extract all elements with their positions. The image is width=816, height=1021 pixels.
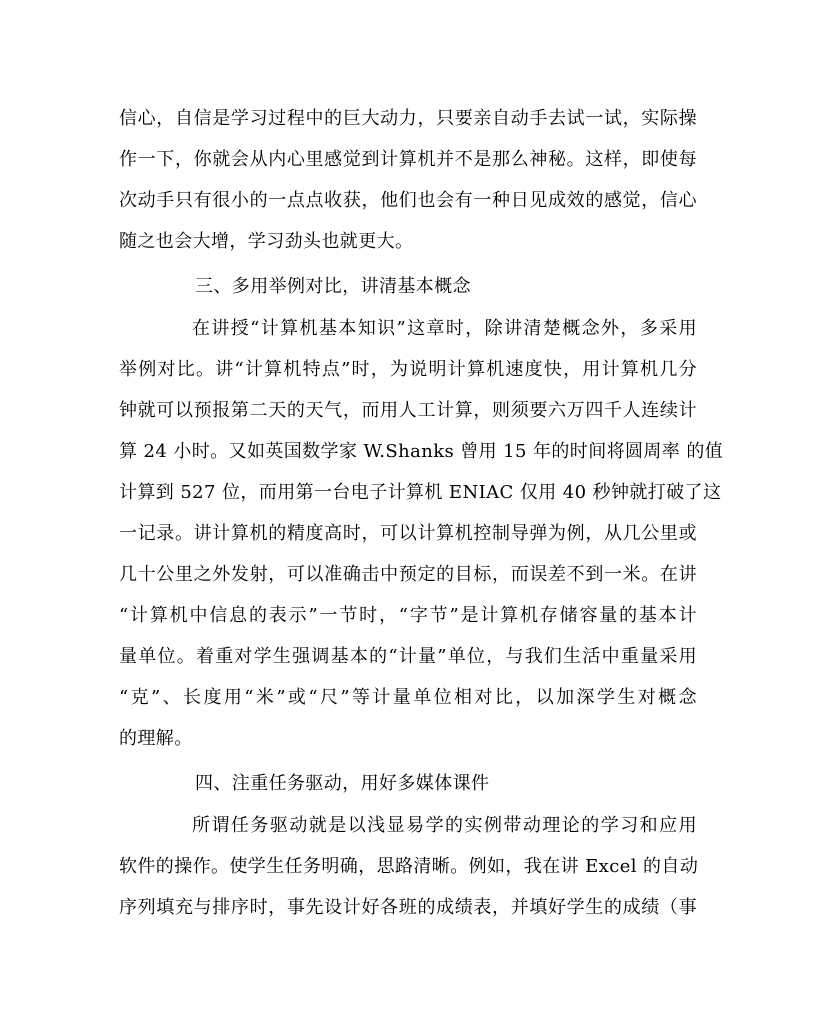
section-heading: 三、多用举例对比，讲清基本概念 [195, 276, 471, 297]
paragraph-line: 的理解。 [119, 728, 193, 749]
paragraph-line: 计算到 527 位，而用第一台电子计算机 ENIAC 仅用 40 秒钟就打破了这 [119, 482, 722, 503]
paragraph-line: 序列填充与排序时，事先设计好各班的成绩表，并填好学生的成绩（事 [119, 897, 697, 918]
paragraph-line: 量单位。着重对学生强调基本的“计量”单位，与我们生活中重量采用 [119, 646, 697, 667]
paragraph-line: 一记录。讲计算机的精度高时，可以计算机控制导弹为例，从几公里或 [119, 523, 697, 544]
paragraph-line: 次动手只有很小的一点点收获，他们也会有一种日见成效的感觉，信心 [119, 190, 697, 211]
paragraph-line: 举例对比。讲“计算机特点”时，为说明计算机速度快，用计算机几分 [119, 359, 697, 380]
paragraph-line: 所谓任务驱动就是以浅显易学的实例带动理论的学习和应用 [192, 815, 697, 836]
paragraph-line: “计算机中信息的表示”一节时，“字节”是计算机存储容量的基本计 [119, 605, 697, 626]
paragraph-line: 在讲授“计算机基本知识”这章时，除讲清楚概念外，多采用 [192, 318, 697, 339]
paragraph-line: 信心，自信是学习过程中的巨大动力，只要亲自动手去试一试，实际操 [119, 108, 697, 129]
paragraph-line: 几十公里之外发射，可以准确击中预定的目标，而误差不到一米。在讲 [119, 564, 697, 585]
paragraph-line: 软件的操作。使学生任务明确，思路清晰。例如，我在讲 Excel 的自动 [119, 856, 699, 877]
paragraph-line: 作一下，你就会从内心里感觉到计算机并不是那么神秘。这样，即使每 [119, 149, 697, 170]
section-heading: 四、注重任务驱动，用好多媒体课件 [195, 773, 490, 794]
paragraph-line: 钟就可以预报第二天的天气，而用人工计算，则须要六万四千人连续计 [119, 400, 697, 421]
paragraph-line: “克”、长度用“米”或“尺”等计量单位相对比，以加深学生对概念 [119, 687, 697, 708]
paragraph-line: 算 24 小时。又如英国数学家 W.Shanks 曾用 15 年的时间将圆周率 的值 [119, 441, 724, 462]
paragraph-line: 随之也会大增，学习劲头也就更大。 [119, 231, 414, 252]
